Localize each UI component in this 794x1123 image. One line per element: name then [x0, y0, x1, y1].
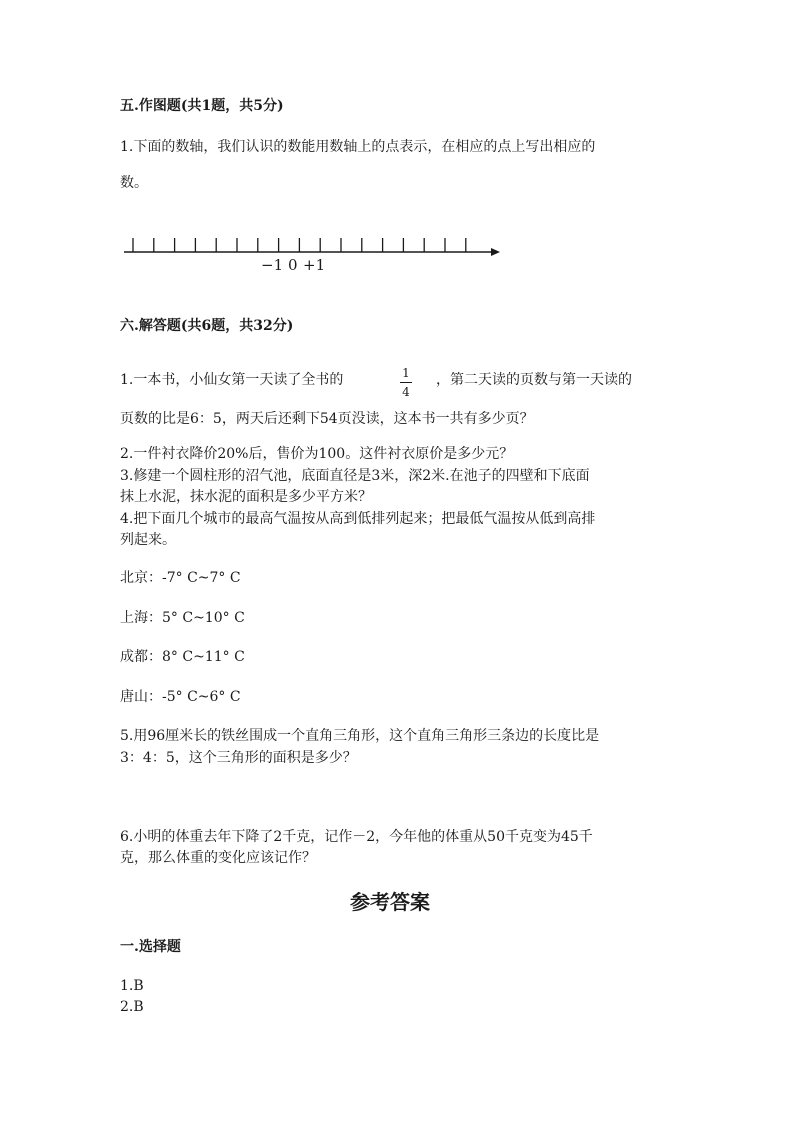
question-text: 6.小明的体重去年下降了2千克，记作－2，今年他的体重从50千克变为45千: [120, 829, 593, 845]
question-text: 数。: [120, 175, 148, 191]
city-temperature: 北京：-7° C~7° C: [120, 570, 241, 586]
section-heading: 六.解答题(共6题，共32分): [120, 318, 294, 334]
axis-label: +1: [303, 256, 326, 274]
question-text: 5.用96厘米长的铁丝围成一个直角三角形，这个直角三角形三条边的长度比是: [120, 728, 600, 744]
question-text: 2.一件衬衣降价20%后，售价为100。这件衬衣原价是多少元？: [120, 446, 514, 462]
question-text: 页数的比是6：5，两天后还剩下54页没读，这本书一共有多少页？: [120, 411, 534, 427]
city-temperature: 上海：5° C~10° C: [120, 610, 245, 626]
axis-label: 0: [288, 256, 298, 274]
arrow-icon: [491, 248, 500, 256]
answer-item: 1.B: [120, 978, 144, 994]
section-heading: 一.选择题: [120, 939, 181, 955]
question-text: 3：4：5，这个三角形的面积是多少？: [120, 750, 357, 766]
question-text: ，第二天读的页数与第一天读的: [436, 372, 632, 388]
fraction: [398, 366, 414, 399]
axis-label: −1: [261, 256, 284, 274]
question-text: 4.把下面几个城市的最高气温按从高到低排列起来；把最低气温按从低到高排: [120, 511, 596, 527]
city-temperature: 唐山：-5° C~6° C: [120, 689, 241, 705]
question-text: 1.下面的数轴，我们认识的数能用数轴上的点表示，在相应的点上写出相应的: [120, 139, 596, 155]
question-text: 抹上水泥，抹水泥的面积是多少平方米？: [120, 489, 372, 505]
section-heading: 五.作图题(共1题，共5分): [120, 98, 284, 114]
question-text: 1.一本书，小仙女第一天读了全书的: [120, 372, 344, 388]
question-text: 列起来。: [120, 532, 176, 548]
question-text: 克，那么体重的变化应该记作？: [120, 850, 316, 866]
fraction-denominator: 4: [402, 385, 410, 399]
fraction-bar: [400, 382, 412, 383]
fraction-numerator: 1: [402, 366, 410, 380]
city-temperature: 成都：8° C~11° C: [120, 649, 245, 665]
answer-item: 2.B: [120, 999, 144, 1015]
answers-title: 参考答案: [350, 890, 430, 914]
question-text: 3.修建一个圆柱形的沼气池，底面直径是3米，深2米.在池子的四壁和下底面: [120, 468, 590, 484]
